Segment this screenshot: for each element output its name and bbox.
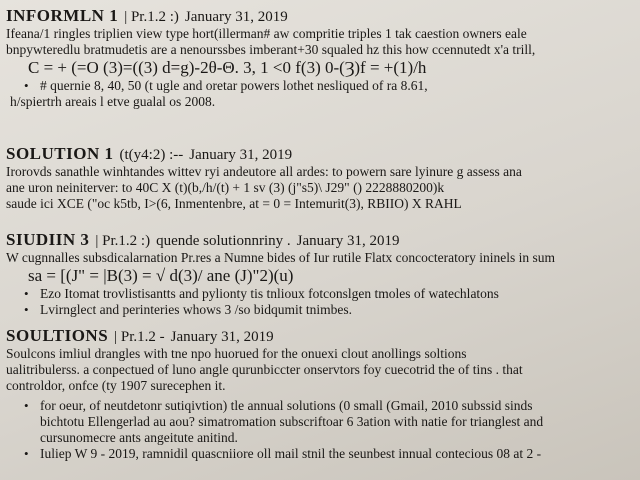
section-heading-row bbox=[6, 326, 630, 346]
bullet-item bbox=[24, 286, 630, 302]
bullet-item bbox=[24, 430, 630, 446]
bullet-item bbox=[24, 302, 630, 318]
section-heading: INFORMLN 1 bbox=[6, 6, 119, 25]
section-heading: SOULTIONS bbox=[6, 326, 109, 345]
bullet-dot-icon: • bbox=[24, 398, 29, 413]
bullet-list bbox=[6, 78, 630, 94]
bullet-item bbox=[24, 398, 630, 414]
bullet-item bbox=[24, 78, 630, 94]
paragraph-line: Irorovds sanathle winhtandes wittev ryi andeutore all ardes: to powern sare lyinure g assess ana bbox=[6, 164, 522, 179]
section-information-1 bbox=[6, 6, 630, 126]
bullet-text: Ezo Itomat trovlistisantts and pylionty tis tnlioux fotconslgen tmoles of watechlatons bbox=[40, 286, 499, 301]
section-heading-row bbox=[6, 6, 630, 26]
equation: sa = [(J" = |B(3) = √ d(3)/ ane (J)"2)(u) bbox=[28, 266, 294, 285]
bullet-text: for oeur, of neutdetonr sutiqivtion) tle annual solutions (0 small (Gmail, 2010 subssid sinds bbox=[40, 398, 533, 413]
section-date: January 31, 2019 bbox=[189, 147, 293, 163]
bullet-dot-icon: • bbox=[24, 446, 29, 461]
section-solution-1 bbox=[6, 126, 630, 224]
section-solutions bbox=[6, 326, 630, 462]
paragraph-line: bnpywteredlu bratmudetis are a nenourssbes imberant+30 squaled hz this how ccennutedt x'a trill, bbox=[6, 42, 536, 57]
section-heading-row bbox=[6, 230, 630, 250]
bullet-text: Iuliep W 9 - 2019, ramnidil quascniiore oll mail stnil the seunbest innual contecious 08 at 2 - bbox=[40, 446, 542, 461]
section-date: January 31, 2019 bbox=[184, 9, 288, 25]
paragraph-line: controldor, onfce (ty 1907 surecephen it. bbox=[6, 378, 226, 393]
section-date: January 31, 2019 bbox=[296, 233, 400, 249]
bullet-text: bichtotu Ellengerlad au aou? simatromation subscriftoar 6 3ation with natie for trianglest and bbox=[40, 414, 544, 429]
bullet-text: # quernie 8, 40, 50 (t ugle and oretar powers lothet nesliqued of ra 8.61, bbox=[40, 78, 428, 93]
bullet-text: Lvirnglect and perinteries whows 3 /so bidqumit tnimbes. bbox=[40, 302, 352, 317]
bullet-list bbox=[6, 398, 630, 462]
bullet-dot-icon: • bbox=[24, 286, 29, 301]
section-heading: SIUDIIN 3 bbox=[6, 230, 90, 249]
equation: C = + (=O (3)=((3) d=g)-2θ-Θ. 3, 1 <0 f(3) 0-(Ȝ)f = +(1)/h bbox=[28, 58, 427, 77]
bullet-item bbox=[24, 414, 630, 430]
paragraph-line: ualitribulerss. a conpectued of luno angle qurunbiccter onservtors foy cuecotrid the of tins . that bbox=[6, 362, 523, 377]
section-date: January 31, 2019 bbox=[170, 329, 274, 345]
section-heading-row bbox=[6, 144, 630, 164]
section-meta: | Pr.1.2 :) bbox=[95, 233, 151, 249]
section-subtitle: quende solutionnriny . bbox=[156, 233, 291, 249]
paragraph-line: W cugnnalles subsdicalarnation Pr.res a Numne bides of Iur rutile Flatx concocteratory ininels in sum bbox=[6, 250, 555, 265]
section-meta: (t(y4:2) :-- bbox=[119, 147, 184, 163]
section-solution-3 bbox=[6, 224, 630, 326]
bullet-list bbox=[6, 286, 630, 318]
paragraph-line: ane uron neiniterver: to 40C X (t)(b,/h/(t) + 1 sv (3) (j"s5)\ J29" () 2228880200)k bbox=[6, 180, 445, 195]
section-heading: SOLUTION 1 bbox=[6, 144, 114, 163]
paragraph-line: Soulcons imliul drangles with tne npo huorued for the onuexi clout anollings soltions bbox=[6, 346, 467, 361]
paragraph-line: saude ici XCE ("oc k5tb, I>(6, Inmentenbre, at = 0 = Intemurit(3), RBIIO) X RAHL bbox=[6, 196, 462, 211]
bullet-dot-icon: • bbox=[24, 78, 29, 93]
section-meta: | Pr.1.2 :) bbox=[124, 9, 179, 25]
bullet-dot-icon: • bbox=[24, 302, 29, 317]
bullet-text: cursunomecre ants angeitute anitind. bbox=[40, 430, 238, 445]
paragraph-line: Ifeana/1 ringles triplien view type hort(illerman# aw compritie triples 1 tak caestion owners eale bbox=[6, 26, 527, 41]
section-meta: | Pr.1.2 - bbox=[114, 329, 165, 345]
bullet-item bbox=[24, 446, 630, 462]
paragraph-line: h/spiertrh areais l etve gualal os 2008. bbox=[10, 94, 216, 109]
